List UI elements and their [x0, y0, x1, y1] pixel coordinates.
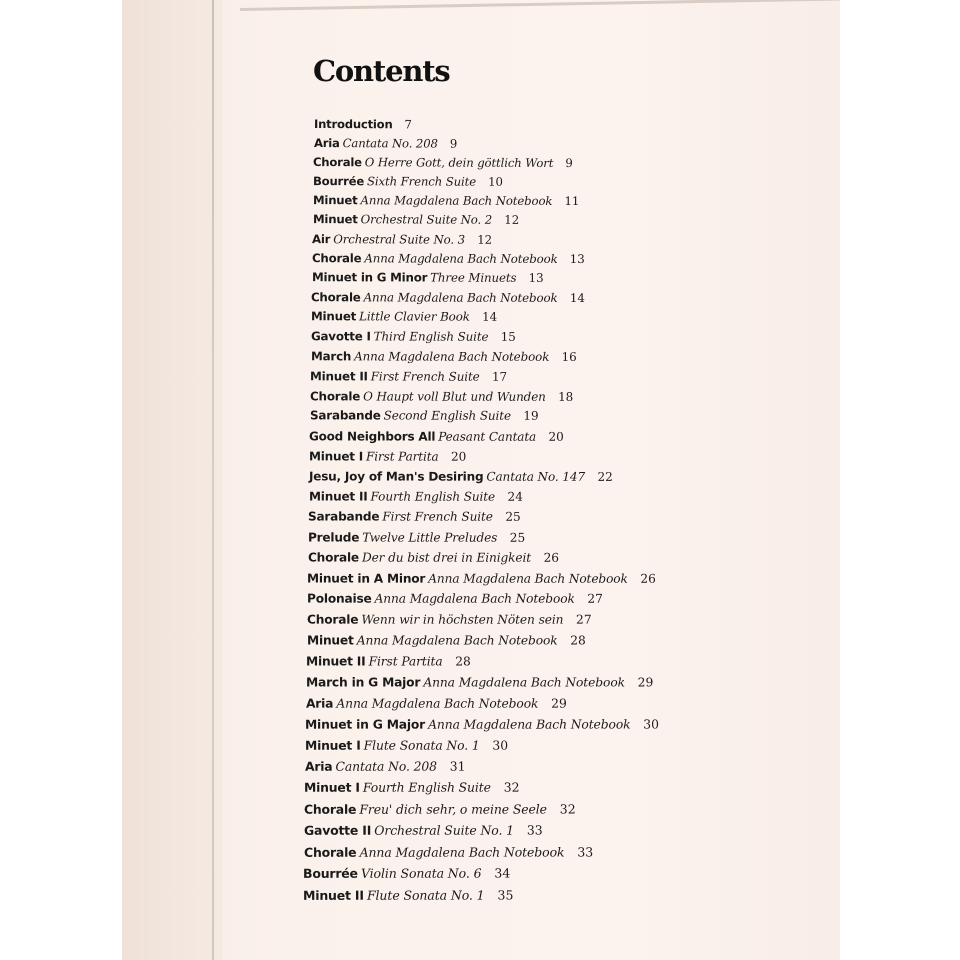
toc-entry-page-number: 29	[637, 674, 654, 690]
toc-entry	[309, 449, 466, 465]
toc-entry-page-number: 16	[561, 349, 577, 364]
toc-entry-source: First French Suite	[370, 368, 480, 384]
toc-entry	[314, 117, 412, 132]
toc-entry-source: Twelve Little Preludes	[362, 529, 498, 545]
toc-entry	[310, 408, 539, 424]
toc-entry-work: Good Neighbors All	[309, 428, 436, 444]
toc-entry	[308, 550, 559, 566]
toc-entry-work: Minuet II	[308, 489, 368, 504]
toc-entry-work: Aria	[304, 759, 333, 775]
toc-entry-source: Three Minuets	[429, 270, 517, 286]
toc-entry-page-number: 35	[497, 887, 514, 903]
toc-entry	[306, 633, 585, 649]
toc-entry	[307, 612, 592, 628]
toc-entry-work: Jesu, Joy of Man's Desiring	[308, 468, 484, 484]
toc-entry-page-number: 28	[455, 653, 472, 669]
toc-entry-work: Minuet II	[303, 887, 364, 904]
toc-entry-source: Anna Magdalena Bach Notebook	[428, 716, 631, 732]
toc-entry-source: O Herre Gott, dein göttlich Wort	[365, 155, 554, 170]
toc-entry-page-number: 29	[550, 695, 567, 711]
toc-entry-source: Anna Magdalena Bach Notebook	[335, 695, 538, 711]
toc-entry-source: Der du bist drei in Einigkeit	[361, 550, 531, 566]
toc-entry	[312, 251, 585, 267]
toc-entry-source: Fourth English Suite	[370, 489, 495, 504]
toc-entry	[314, 136, 457, 152]
toc-entry-page-number: 12	[477, 232, 493, 247]
toc-entry	[312, 232, 492, 248]
toc-entry-source: Cantata No. 147	[486, 469, 585, 484]
toc-entry-work: Introduction	[313, 117, 393, 132]
toc-entry-page-number: 24	[507, 489, 523, 504]
toc-entry-work: Bourrée	[303, 866, 359, 882]
toc-entry-source: Orchestral Suite No. 2	[360, 212, 492, 228]
toc-entry-page-number: 18	[557, 389, 574, 404]
toc-entry-page-number: 32	[559, 801, 576, 817]
toc-entry-source: Peasant Cantata	[438, 428, 537, 444]
toc-entry-page-number: 27	[587, 591, 603, 607]
toc-entry-page-number: 9	[565, 155, 574, 170]
toc-entry	[310, 389, 573, 405]
toc-entry-page-number: 30	[492, 737, 509, 753]
toc-entry	[307, 571, 656, 587]
toc-entry-source: Orchestral Suite No. 3	[333, 231, 466, 247]
toc-entry-work: Minuet	[311, 309, 357, 324]
toc-entry-page-number: 13	[528, 270, 544, 286]
toc-entry-source: Flute Sonata No. 1	[366, 887, 485, 904]
toc-entry-page-number: 7	[404, 117, 412, 132]
toc-entry-source: Third English Suite	[373, 329, 489, 344]
toc-entry	[303, 866, 510, 882]
toc-entry-source: Freu' dich sehr, o meine Seele	[359, 801, 548, 817]
toc-entry-source: First Partita	[366, 448, 439, 464]
toc-entry-source: Anna Magdalena Bach Notebook	[359, 844, 565, 860]
toc-entry-source: First Partita	[368, 653, 443, 669]
toc-entry-page-number: 13	[569, 251, 585, 267]
toc-entry-page-number: 12	[503, 212, 519, 228]
toc-entry-source: Anna Magdalena Bach Notebook	[374, 591, 575, 607]
toc-entry	[309, 469, 613, 485]
toc-entry-source: Anna Magdalena Bach Notebook	[423, 674, 625, 690]
toc-entry-page-number: 15	[500, 329, 516, 344]
toc-entry	[309, 429, 564, 445]
toc-entry-source: Second English Suite	[383, 408, 511, 424]
toc-entry-page-number: 31	[449, 758, 466, 774]
toc-entry-source: Anna Magdalena Bach Notebook	[353, 348, 549, 364]
toc-entry-work: Bourrée	[313, 173, 365, 189]
toc-entry-work: Chorale	[303, 844, 357, 860]
toc-entry	[306, 675, 653, 691]
toc-entry-work: Gavotte II	[303, 823, 372, 839]
toc-entry	[304, 802, 576, 818]
toc-entry	[310, 349, 576, 365]
toc-entry-work: Chorale	[311, 289, 362, 305]
toc-entry-source: Cantata No. 208	[335, 759, 437, 775]
toc-entry-work: Chorale	[306, 612, 359, 627]
page-title: Contents	[313, 54, 450, 88]
toc-entry-work: Chorale	[313, 154, 363, 170]
toc-entry	[310, 369, 507, 385]
toc-entry	[311, 309, 497, 325]
toc-entry-work: Polonaise	[307, 591, 372, 607]
toc-entry	[311, 329, 516, 345]
toc-entry-source: Anna Magdalena Bach Notebook	[360, 193, 553, 209]
toc-entry	[305, 738, 508, 754]
toc-entry-page-number: 34	[494, 865, 511, 882]
toc-entry-page-number: 32	[504, 780, 520, 796]
toc-entry	[313, 193, 579, 209]
toc-entry-page-number: 14	[570, 290, 586, 305]
toc-entry	[312, 270, 544, 286]
toc-entry-source: Anna Magdalena Bach Notebook	[364, 251, 558, 266]
toc-entry-source: First French Suite	[382, 509, 494, 525]
toc-entry-work: Minuet in A Minor	[307, 570, 426, 586]
toc-entry-work: Minuet II	[310, 368, 369, 384]
toc-entry-work: Sarabande	[309, 408, 381, 423]
toc-entry-page-number: 25	[505, 509, 521, 525]
toc-entry-work: Aria	[313, 135, 340, 151]
toc-entry-work: Air	[312, 231, 331, 246]
toc-entry-work: Prelude	[307, 529, 360, 545]
toc-entry	[313, 212, 519, 228]
toc-entry-work: Chorale	[304, 801, 357, 817]
toc-entry	[313, 155, 573, 171]
toc-entry-work: Minuet	[306, 632, 354, 648]
toc-entry	[308, 509, 521, 525]
toc-entry	[305, 759, 465, 775]
toc-entry-page-number: 11	[564, 194, 580, 209]
toc-entry-source: Wenn wir in höchsten Nöten sein	[361, 612, 564, 627]
toc-entry-page-number: 30	[643, 716, 660, 732]
toc-entry	[308, 530, 525, 546]
toc-entry-work: Minuet II	[306, 653, 366, 669]
toc-entry-source: Flute Sonata No. 1	[363, 737, 480, 753]
toc-entry-work: Minuet	[312, 193, 358, 208]
toc-entry-source: Cantata No. 208	[342, 136, 438, 151]
toc-entry	[304, 823, 543, 839]
toc-entry	[304, 844, 593, 861]
toc-entry-page-number: 17	[492, 369, 508, 384]
toc-entry	[305, 717, 659, 733]
toc-entry-source: Anna Magdalena Bach Notebook	[363, 290, 559, 305]
toc-entry	[303, 888, 513, 905]
toc-entry-work: Chorale	[309, 388, 361, 404]
toc-entry-work: Minuet	[312, 212, 358, 227]
toc-entry-work: Chorale	[311, 250, 362, 266]
toc-entry-work: Minuet in G Minor	[311, 270, 427, 285]
toc-entry-page-number: 26	[543, 550, 559, 566]
toc-entry-page-number: 14	[482, 309, 498, 325]
toc-entry	[313, 174, 503, 190]
toc-entry-page-number: 19	[523, 408, 539, 424]
toc-entry-work: Minuet in G Major	[305, 716, 426, 732]
toc-entry-source: O Haupt voll Blut und Wunden	[362, 388, 546, 404]
toc-entry-work: March	[310, 348, 351, 364]
toc-entry-work: Minuet I	[305, 737, 361, 753]
toc-entry-source: Fourth English Suite	[363, 780, 492, 796]
toc-entry-source: Orchestral Suite No. 1	[374, 822, 514, 839]
toc-entry-work: Gavotte I	[310, 329, 371, 344]
toc-entry-page-number: 28	[569, 632, 586, 648]
toc-entry	[311, 290, 585, 306]
toc-entry-work: Chorale	[307, 550, 359, 565]
toc-entry-page-number: 33	[526, 822, 543, 838]
toc-entry-work: March in G Major	[305, 674, 421, 690]
toc-entry-page-number: 26	[640, 571, 657, 586]
toc-entry-source: Little Clavier Book	[359, 309, 470, 325]
toc-entry-page-number: 22	[597, 469, 613, 484]
toc-entry	[307, 591, 603, 607]
toc-entry-page-number: 9	[449, 136, 457, 151]
toc-entry	[304, 780, 520, 796]
toc-entry-work: Minuet I	[304, 780, 361, 796]
toc-entry-page-number: 10	[488, 174, 504, 189]
toc-entry	[306, 696, 567, 712]
toc-entry-work: Minuet I	[309, 448, 364, 464]
toc-entry-page-number: 20	[548, 428, 565, 444]
toc-entry-source: Anna Magdalena Bach Notebook	[428, 570, 629, 586]
toc-entry-page-number: 33	[576, 844, 593, 860]
toc-entry-page-number: 25	[509, 529, 526, 545]
toc-entry	[306, 654, 471, 670]
toc-entry-source: Anna Magdalena Bach Notebook	[356, 632, 558, 648]
toc-entry-source: Violin Sonata No. 6	[361, 866, 482, 882]
toc-entry-source: Sixth French Suite	[367, 174, 477, 189]
toc-entry-work: Aria	[305, 695, 333, 711]
toc-entry-page-number: 27	[575, 612, 592, 627]
toc-entry-work: Sarabande	[308, 509, 380, 524]
toc-entry	[308, 489, 522, 505]
toc-entry-page-number: 20	[451, 448, 467, 464]
